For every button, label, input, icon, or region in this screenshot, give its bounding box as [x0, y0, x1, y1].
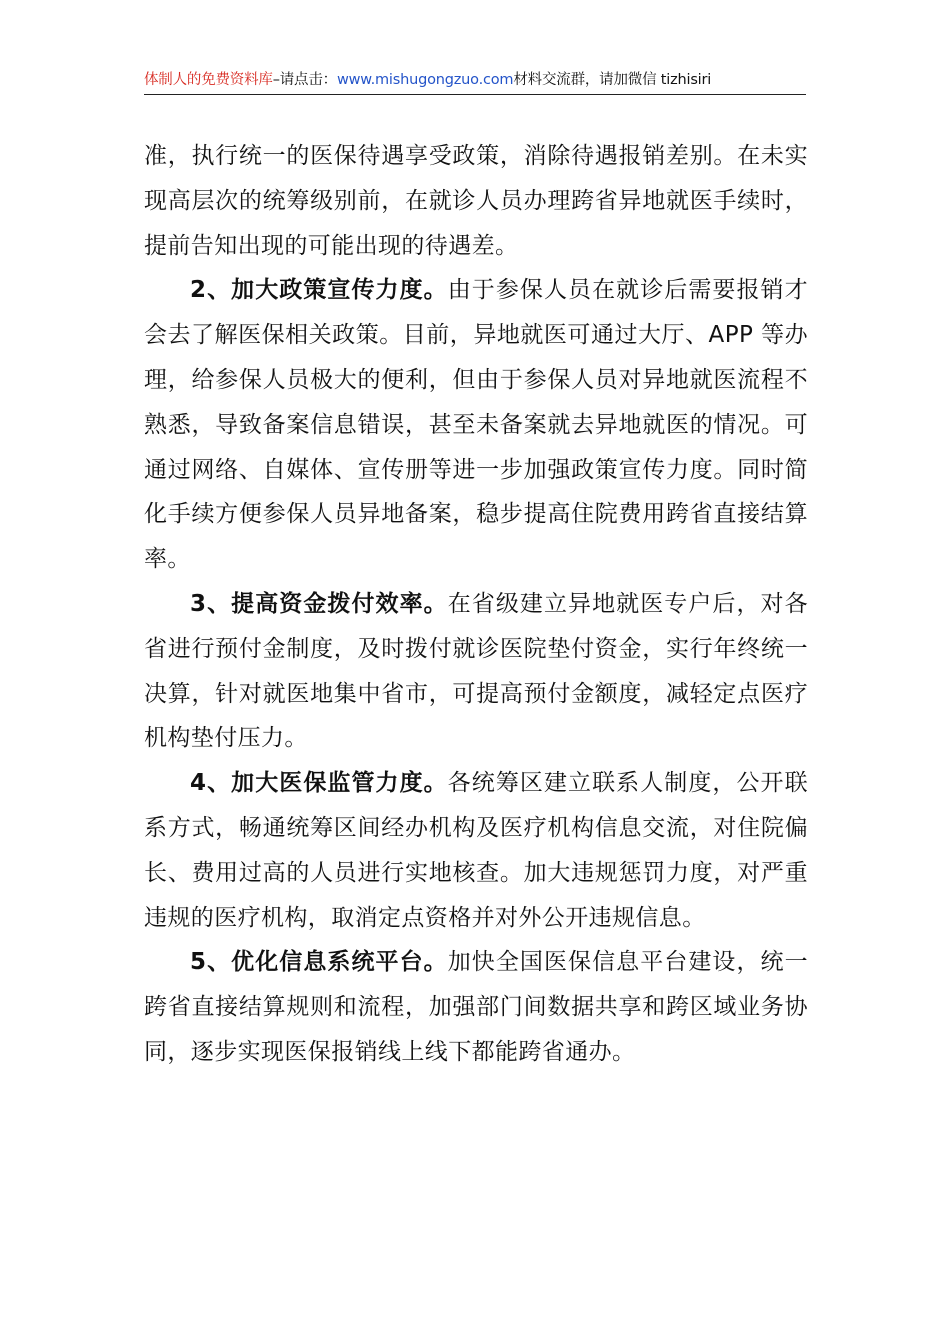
paragraph-3 [144, 582, 808, 761]
paragraph-4 [144, 761, 808, 940]
header-link[interactable]: www.mishugongzuo.com [336, 72, 514, 88]
header-suffix: 材料交流群，请加微信 tizhisiri [513, 72, 712, 88]
header-brand: 体制人的免费资料库 [144, 72, 273, 88]
document-body [144, 134, 808, 1075]
paragraph-heading: 2、加大政策宣传力度。 [190, 277, 448, 304]
paragraph-text: 在省级建立异地就医专户后，对各省进行预付金制度，及时拨付就诊医院垫付资金，实行年终统一决算，针对就医地集中省市，可提高预付金额度，减轻定点医疗机构垫付压力。 [144, 590, 809, 752]
paragraph-text: 各统筹区建立联系人制度，公开联系方式，畅通统筹区间经办机构及医疗机构信息交流，对住院偏长、费用过高的人员进行实地核查。加大违规惩罚力度，对严重违规的医疗机构，取消定点资格并对外公开违规信息。 [144, 770, 809, 931]
page-header [144, 68, 806, 95]
paragraph-heading: 5、优化信息系统平台。 [190, 949, 448, 976]
paragraph-5 [144, 940, 808, 1074]
paragraph-heading: 3、提高资金拨付效率。 [190, 590, 448, 617]
paragraph-heading: 4、加大医保监管力度。 [190, 770, 448, 797]
paragraph-1 [144, 134, 808, 268]
header-prompt: –请点击： [272, 72, 337, 88]
paragraph-text: 准，执行统一的医保待遇享受政策，消除待遇报销差别。在未实现高层次的统筹级别前，在就诊人员办理跨省异地就医手续时，提前告知出现的可能出现的待遇差。 [144, 143, 808, 259]
paragraph-text: 加快全国医保信息平台建设，统一跨省直接结算规则和流程，加强部门间数据共享和跨区域业务协同，逐步实现医保报销线上线下都能跨省通办。 [144, 949, 809, 1065]
paragraph-2 [144, 268, 808, 582]
paragraph-text: 由于参保人员在就诊后需要报销才会去了解医保相关政策。目前，异地就医可通过大厅、APP 等办理，给参保人员极大的便利，但由于参保人员对异地就医流程不熟悉，导致备案信息错误，甚至未备案就去异地就医的情况。可通过网络、自媒体、宣传册等进一步加强政策宣传力度。同时简化手续方便参保人员异地备案，稳步提高住院费用跨省直接结算率。 [144, 277, 809, 573]
